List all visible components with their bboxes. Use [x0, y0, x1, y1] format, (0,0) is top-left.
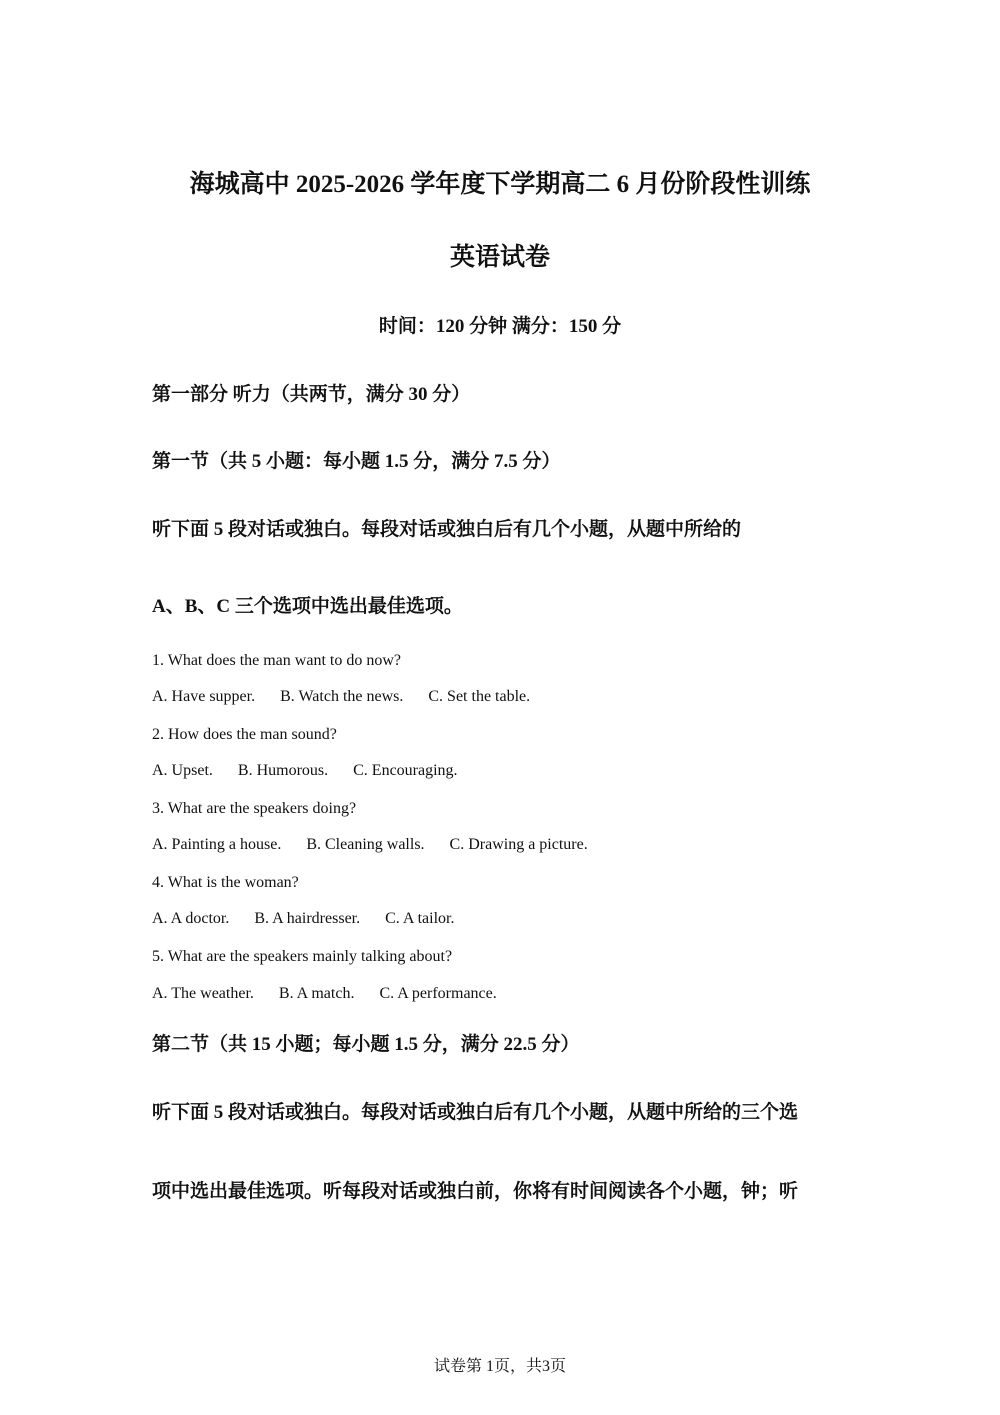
- question-stem: 3. What are the speakers doing?: [152, 800, 357, 817]
- option-a: A. Have supper.: [152, 688, 256, 705]
- option-c: C. A tailor.: [385, 910, 455, 927]
- option-b: B. Watch the news.: [280, 688, 404, 705]
- exam-title: 海城高中 2025-2026 学年度下学期高二 6 月份阶段性训练: [189, 171, 811, 198]
- question-stem: 5. What are the speakers mainly talking about?: [152, 948, 453, 965]
- option-b: B. Cleaning walls.: [306, 836, 425, 853]
- part1-heading: 第一部分 听力（共两节，满分 30 分）: [152, 384, 471, 405]
- exam-subtitle: 英语试卷: [449, 244, 550, 271]
- section2-heading: 第二节（共 15 小题；每小题 1.5 分，满分 22.5 分）: [152, 1034, 580, 1055]
- question-options: [152, 984, 497, 1004]
- question-options: [152, 835, 588, 855]
- section1-heading: 第一节（共 5 小题：每小题 1.5 分，满分 7.5 分）: [152, 451, 561, 472]
- section2-instruction-line: 项中选出最佳选项。听每段对话或独白前，你将有时间阅读各个小题，钟；听: [152, 1181, 799, 1202]
- option-b: B. A hairdresser.: [254, 910, 361, 927]
- question-options: [152, 909, 454, 929]
- option-c: C. Drawing a picture.: [449, 836, 588, 853]
- page-footer: 试卷第 1页，共3页: [433, 1358, 566, 1375]
- option-b: B. A match.: [278, 985, 355, 1002]
- option-a: A. Upset.: [152, 762, 213, 779]
- section1-instruction-line: A、B、C 三个选项中选出最佳选项。: [152, 596, 463, 617]
- option-c: C. Encouraging.: [353, 762, 458, 779]
- question-options: [152, 687, 530, 707]
- option-a: A. Painting a house.: [152, 836, 282, 853]
- option-c: C. Set the table.: [428, 688, 531, 705]
- option-a: A. A doctor.: [152, 910, 230, 927]
- question-stem: 4. What is the woman?: [152, 874, 299, 891]
- section2-instruction-line: 听下面 5 段对话或独白。每段对话或独白后有几个小题，从题中所给的三个选: [152, 1102, 799, 1123]
- exam-meta: 时间：120 分钟 满分：150 分: [378, 316, 622, 337]
- option-c: C. A performance.: [379, 985, 497, 1002]
- option-a: A. The weather.: [152, 985, 254, 1002]
- option-b: B. Humorous.: [237, 762, 329, 779]
- section1-instruction-line: 听下面 5 段对话或独白。每段对话或独白后有几个小题，从题中所给的: [152, 519, 742, 540]
- question-options: [152, 761, 458, 781]
- question-stem: 2. How does the man sound?: [152, 726, 337, 743]
- question-stem: 1. What does the man want to do now?: [152, 652, 401, 669]
